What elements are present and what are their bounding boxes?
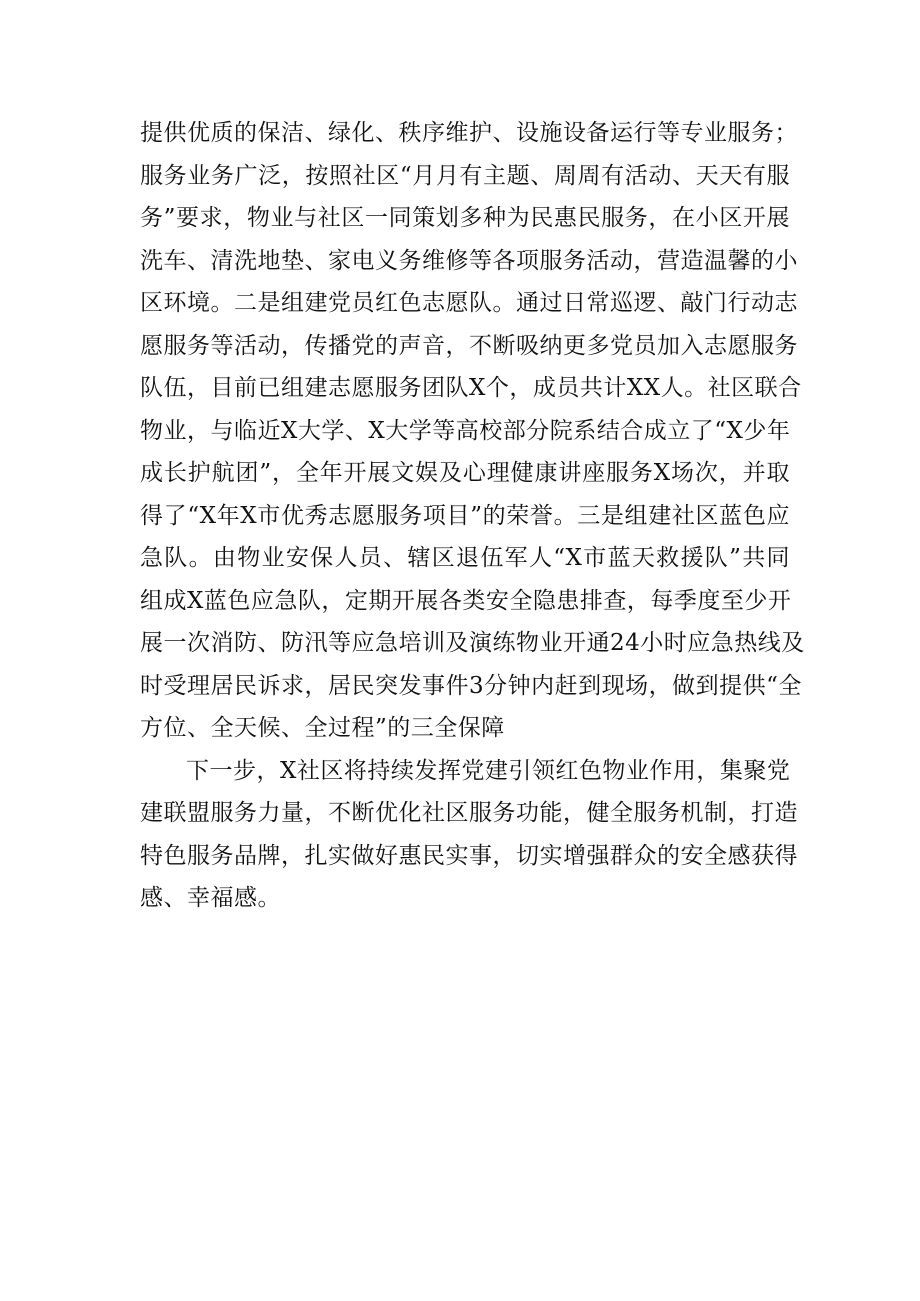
text-line: 急队。由物业安保人员、辖区退伍军人“X市蓝天救援队”共同 (140, 545, 790, 571)
text-line: 愿服务等活动，传播党的声音，不断吸纳更多党员加入志愿服务 (140, 332, 798, 359)
text-line: 时受理居民诉求，居民突发事件3分钟内赶到现场，做到提供“全 (140, 672, 802, 699)
text-line: 建联盟服务力量，不断优化社区服务功能，健全服务机制，打造 (140, 800, 798, 826)
text-line: 提供优质的保洁、绿化、秩序维护、设施设备运行等专业服务； (140, 120, 798, 146)
text-line: 感、幸福感。 (140, 885, 281, 911)
text-line: 成长护航团”，全年开展文娱及心理健康讲座服务X场次，并取 (140, 460, 790, 486)
document-body (140, 112, 805, 920)
text-line: 展一次消防、防汛等应急培训及演练物业开通24小时应急热线及 (140, 630, 805, 656)
text-line: 组成X蓝色应急队，定期开展各类安全隐患排查，每季度至少开 (140, 587, 792, 614)
text-line: 下一步，X社区将持续发挥党建引领红色物业作用，集聚党 (186, 757, 791, 784)
text-line: 服务业务广泛，按照社区“月月有主题、周周有活动、天天有服 (140, 162, 790, 189)
text-line: 物业，与临近X大学、X大学等高校部分院系结合成立了“X少年 (140, 417, 791, 444)
paragraph-2 (140, 750, 798, 920)
text-line: 队伍，目前已组建志愿服务团队X个，成员共计XX人。社区联合 (140, 375, 802, 401)
text-line: 特色服务品牌，扎实做好惠民实事，切实增强群众的安全感获得 (140, 842, 798, 869)
paragraph-1 (140, 112, 805, 750)
text-line: 洗车、清洗地垫、家电义务维修等各项服务活动，营造温馨的小 (140, 247, 798, 274)
text-line: 区环境。二是组建党员红色志愿队。通过日常巡逻、敲门行动志 (140, 290, 798, 316)
text-line: 得了“X年X市优秀志愿服务项目”的荣誉。三是组建社区蓝色应 (140, 502, 790, 529)
text-line: 方位、全天候、全过程”的三全保障 (140, 715, 505, 741)
text-line: 务”要求，物业与社区一同策划多种为民惠民服务，在小区开展 (140, 205, 790, 231)
